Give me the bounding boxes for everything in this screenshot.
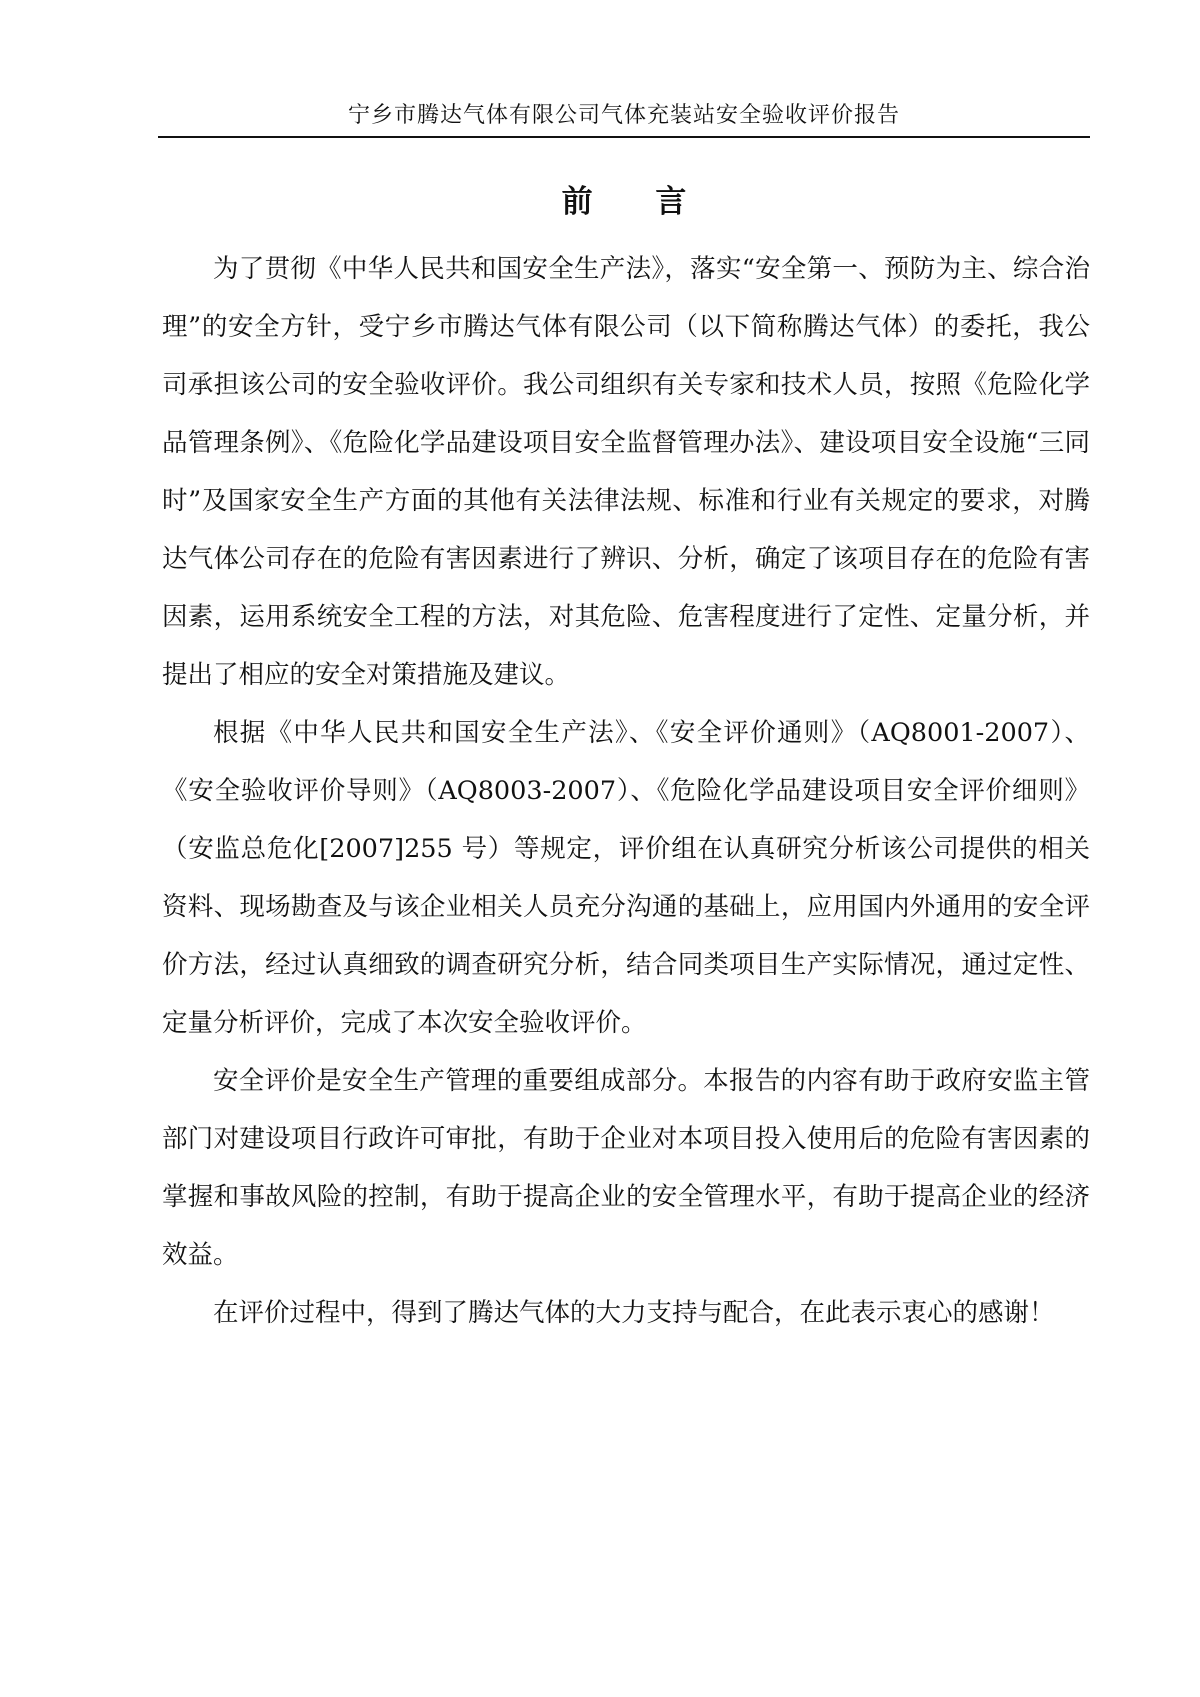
page-title: 前 言: [561, 184, 713, 220]
paragraph-2: 根据《中华人民共和国安全生产法》、《安全评价通则》（AQ8001-2007）、《安全验收评价导则》（AQ8003-2007）、《危险化学品建设项目安全评价细则》（安监总危化[2007]255 号）等规定，评价组在认真研究分析该公司提供的相关资料、现场勘查及与该企业相关人员充分沟通的基础上，应用国内外通用的安全评价方法，经过认真细致的调查研究分析，结合同类项目生产实际情况，通过定性、定量分析评价，完成了本次安全验收评价。: [162, 718, 1090, 1038]
paragraph-3: 安全评价是安全生产管理的重要组成部分。本报告的内容有助于政府安监主管部门对建设项目行政许可审批，有助于企业对本项目投入使用后的危险有害因素的掌握和事故风险的控制，有助于提高企业的安全管理水平，有助于提高企业的经济效益。: [162, 1066, 1090, 1270]
header-divider: [158, 136, 1090, 138]
paragraph-4: 在评价过程中，得到了腾达气体的大力支持与配合，在此表示衷心的感谢！: [213, 1298, 1055, 1328]
paragraph-1: 为了贯彻《中华人民共和国安全生产法》，落实“安全第一、预防为主、综合治理”的安全方针，受宁乡市腾达气体有限公司（以下简称腾达气体）的委托，我公司承担该公司的安全验收评价。我公司组织有关专家和技术人员，按照《危险化学品管理条例》、《危险化学品建设项目安全监督管理办法》、建设项目安全设施“三同时”及国家安全生产方面的其他有关法律法规、标准和行业有关规定的要求，对腾达气体公司存在的危险有害因素进行了辨识、分析，确定了该项目存在的危险有害因素，运用系统安全工程的方法，对其危险、危害程度进行了定性、定量分析，并提出了相应的安全对策措施及建议。: [162, 254, 1090, 690]
running-header: 宁乡市腾达气体有限公司气体充装站安全验收评价报告: [347, 103, 900, 128]
body-text: [162, 240, 1090, 1342]
